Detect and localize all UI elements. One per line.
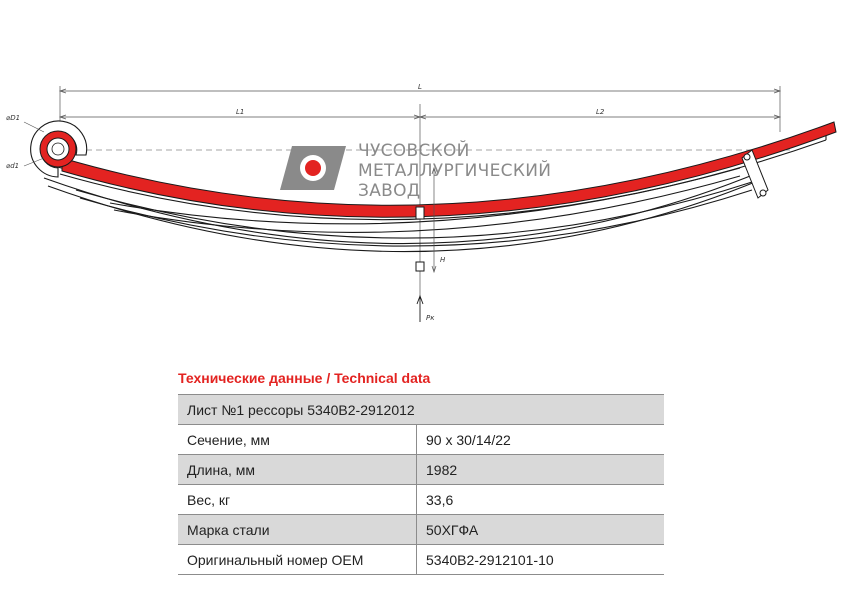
dimension-l1-label: L1 — [236, 108, 245, 116]
dimension-l2-label: L2 — [596, 108, 605, 116]
section-title: Технические данные / Technical data — [178, 370, 431, 386]
row-value: 1982 — [417, 455, 665, 485]
table-row — [178, 485, 664, 515]
load-label: Pк — [426, 314, 435, 322]
table-header-row — [178, 395, 664, 425]
eye-inner-diameter-label: ⌀d1 — [6, 162, 20, 170]
logo-line-1: ЧУСОВСКОЙ — [358, 141, 470, 161]
eye-outer-diameter-label: ⌀D1 — [6, 114, 21, 122]
table-header-cell: Лист №1 рессоры 5340В2-2912012 — [178, 395, 664, 425]
table-row — [178, 545, 664, 575]
row-value: 90 х 30/14/22 — [417, 425, 665, 455]
dimension-height — [432, 168, 436, 272]
row-label: Сечение, мм — [178, 425, 417, 455]
row-value: 50ХГФА — [417, 515, 665, 545]
row-value: 5340В2-2912101-10 — [417, 545, 665, 575]
row-value: 33,6 — [417, 485, 665, 515]
table-row — [178, 425, 664, 455]
row-label: Марка стали — [178, 515, 417, 545]
table-row — [178, 455, 664, 485]
load-arrow — [417, 296, 423, 322]
logo-line-3: ЗАВОД — [358, 181, 421, 201]
technical-data-table — [178, 394, 664, 575]
dimension-height-label: H — [440, 256, 446, 264]
dimension-total-length-label: L — [418, 83, 422, 91]
logo-line-2: МЕТАЛЛУРГИЧЕСКИЙ — [358, 161, 552, 181]
row-label: Оригинальный номер OEM — [178, 545, 417, 575]
row-label: Вес, кг — [178, 485, 417, 515]
row-label: Длина, мм — [178, 455, 417, 485]
chmz-logo-icon — [280, 146, 346, 190]
table-row — [178, 515, 664, 545]
